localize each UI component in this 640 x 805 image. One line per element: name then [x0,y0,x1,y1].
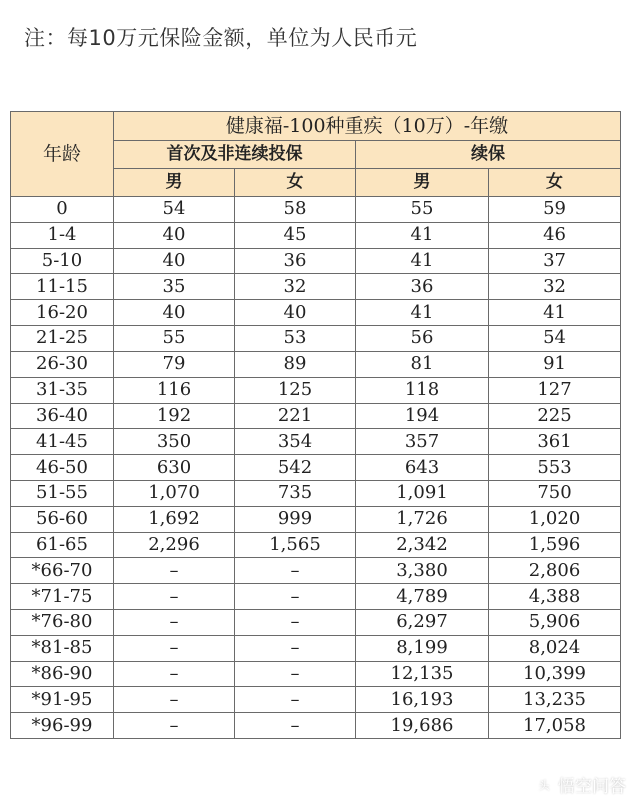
premium-cell: 357 [356,429,489,455]
premium-cell: 55 [356,197,489,223]
age-cell: *66-70 [11,558,114,584]
age-cell: 0 [11,197,114,223]
premium-cell: 1,726 [356,506,489,532]
premium-cell: 999 [235,506,356,532]
age-cell: 31-35 [11,377,114,403]
premium-cell: 5,906 [489,610,621,636]
table-row [11,480,621,506]
premium-cell: 91 [489,351,621,377]
premium-cell: 8,199 [356,635,489,661]
premium-cell: 41 [489,300,621,326]
table-row [11,558,621,584]
premium-cell: 1,565 [235,532,356,558]
age-cell: 51-55 [11,480,114,506]
premium-cell: 54 [114,197,235,223]
table-row [11,377,621,403]
premium-cell: 194 [356,403,489,429]
age-cell: 5-10 [11,248,114,274]
premium-cell: 6,297 [356,610,489,636]
header-renew-male: 男 [356,169,489,197]
premium-cell: 221 [235,403,356,429]
age-cell: 26-30 [11,351,114,377]
age-cell: *91-95 [11,687,114,713]
table-row [11,687,621,713]
premium-cell: 118 [356,377,489,403]
premium-cell: 37 [489,248,621,274]
age-cell: 16-20 [11,300,114,326]
premium-cell: – [114,635,235,661]
premium-cell: 53 [235,326,356,352]
group-header-renewal: 续保 [356,141,621,169]
table-row [11,326,621,352]
premium-cell: 41 [356,248,489,274]
premium-cell: 2,342 [356,532,489,558]
premium-cell: – [114,610,235,636]
age-cell: 11-15 [11,274,114,300]
premium-cell: – [235,558,356,584]
premium-cell: – [114,661,235,687]
table-row [11,455,621,481]
premium-cell: 3,380 [356,558,489,584]
premium-cell: 40 [114,222,235,248]
group-header-first-purchase: 首次及非连续投保 [114,141,356,169]
header-first-female: 女 [235,169,356,197]
table-row [11,713,621,739]
age-cell: 46-50 [11,455,114,481]
premium-cell: 350 [114,429,235,455]
premium-cell: 2,296 [114,532,235,558]
premium-cell: 225 [489,403,621,429]
premium-cell: 361 [489,429,621,455]
premium-cell: – [235,687,356,713]
premium-cell: 46 [489,222,621,248]
table-row [11,300,621,326]
premium-cell: 19,686 [356,713,489,739]
premium-cell: 1,596 [489,532,621,558]
premium-cell: 32 [235,274,356,300]
watermark [534,772,626,797]
table-row [11,532,621,558]
premium-cell: – [114,687,235,713]
premium-cell: 630 [114,455,235,481]
age-cell: 41-45 [11,429,114,455]
premium-cell: 1,020 [489,506,621,532]
premium-cell: 40 [235,300,356,326]
premium-cell: 8,024 [489,635,621,661]
age-cell: 61-65 [11,532,114,558]
premium-cell: 2,806 [489,558,621,584]
watermark-logo-icon: 头 [534,775,554,795]
premium-cell: 192 [114,403,235,429]
premium-cell: 54 [489,326,621,352]
age-cell: *86-90 [11,661,114,687]
premium-cell: – [235,584,356,610]
premium-cell: – [114,558,235,584]
premium-cell: 125 [235,377,356,403]
premium-cell: 40 [114,248,235,274]
premium-cell: 643 [356,455,489,481]
footnote-text: 注：每10万元保险金额，单位为人民币元 [24,26,418,50]
premium-cell: 41 [356,300,489,326]
table-row [11,635,621,661]
table-title: 健康福-100种重疾（10万）-年缴 [114,112,621,141]
premium-cell: – [114,584,235,610]
premium-cell: 553 [489,455,621,481]
premium-cell: 12,135 [356,661,489,687]
table-row [11,274,621,300]
age-cell: 56-60 [11,506,114,532]
age-cell: 21-25 [11,326,114,352]
premium-cell: 79 [114,351,235,377]
premium-cell: 58 [235,197,356,223]
premium-cell: 116 [114,377,235,403]
age-column-header: 年龄 [11,112,114,197]
premium-table [10,111,621,739]
table-row [11,610,621,636]
premium-cell: 36 [356,274,489,300]
premium-cell: 35 [114,274,235,300]
premium-cell: 354 [235,429,356,455]
premium-cell: 17,058 [489,713,621,739]
premium-cell: 45 [235,222,356,248]
premium-cell: 1,070 [114,480,235,506]
age-cell: *76-80 [11,610,114,636]
premium-cell: 36 [235,248,356,274]
premium-cell: 750 [489,480,621,506]
premium-cell: – [235,713,356,739]
premium-cell: 10,399 [489,661,621,687]
table-row [11,222,621,248]
premium-cell: 55 [114,326,235,352]
premium-cell: 41 [356,222,489,248]
age-cell: *96-99 [11,713,114,739]
table-row [11,584,621,610]
premium-cell: – [235,610,356,636]
premium-cell: 40 [114,300,235,326]
watermark-text: 悟空问答 [558,777,626,797]
premium-cell: 16,193 [356,687,489,713]
table-row [11,403,621,429]
age-cell: *81-85 [11,635,114,661]
table-row [11,429,621,455]
premium-cell: 13,235 [489,687,621,713]
table-row [11,248,621,274]
table-row [11,661,621,687]
header-renew-female: 女 [489,169,621,197]
table-row [11,506,621,532]
premium-cell: 59 [489,197,621,223]
premium-cell: 89 [235,351,356,377]
premium-cell: 32 [489,274,621,300]
table-row [11,351,621,377]
premium-cell: 81 [356,351,489,377]
premium-cell: – [114,713,235,739]
age-cell: *71-75 [11,584,114,610]
age-cell: 36-40 [11,403,114,429]
premium-cell: 542 [235,455,356,481]
premium-cell: 56 [356,326,489,352]
premium-cell: 735 [235,480,356,506]
premium-cell: – [235,635,356,661]
premium-cell: 1,091 [356,480,489,506]
premium-cell: – [235,661,356,687]
table-row [11,197,621,223]
age-cell: 1-4 [11,222,114,248]
premium-cell: 4,388 [489,584,621,610]
header-first-male: 男 [114,169,235,197]
premium-cell: 4,789 [356,584,489,610]
premium-cell: 1,692 [114,506,235,532]
premium-cell: 127 [489,377,621,403]
